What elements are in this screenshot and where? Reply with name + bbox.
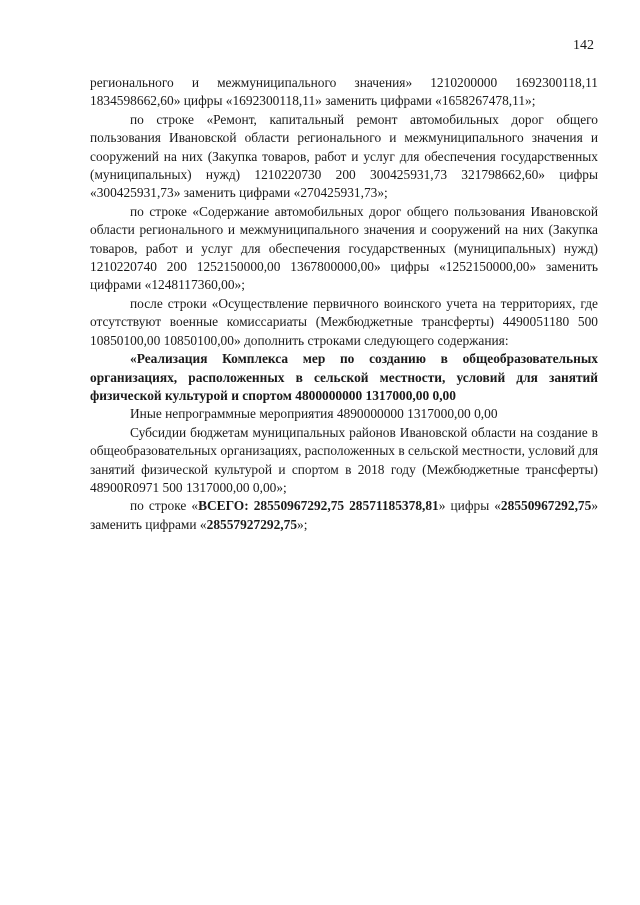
paragraph-road-repair: по строке «Ремонт, капитальный ремонт автомобильных дорог общего пользования Ивановской области регионального и межмуниципального значения и сооружений на них (Закупка товаров, работ и услуг для обеспечения государственных (муниципальных) нужд) 1210220730 200 300425931,73 321798662,60» цифры «300425931,73» заменить цифрами «270425931,73»;	[90, 111, 598, 201]
total-suffix: »;	[297, 516, 308, 532]
total-old-value: 28550967292,75	[500, 498, 592, 514]
paragraph-sports-program: «Реализация Комплекса мер по созданию в общеобразовательных организациях, расположенных в сельской местности, условий для занятий физической культурой и спортом 4800000000 1317000,00 0,00	[90, 351, 598, 403]
total-middle: » цифры «	[438, 498, 501, 514]
page-number: 142	[573, 38, 594, 53]
total-label: ВСЕГО: 28550967292,75 28571185378,81	[198, 498, 439, 514]
paragraph-continuation: регионального и межмуниципального значения» 1210200000 1692300118,11 1834598662,60» цифры «1692300118,11» заменить цифрами «1658267478,11»;	[90, 75, 598, 109]
paragraph-subsidies: Субсидии бюджетам муниципальных районов Ивановской области на создание в общеобразовательных организациях, расположенных в сельской местности, условий для занятий физической культурой и спортом в 2018 году (Межбюджетные трансферты) 48900R0971 500 1317000,00 0,00»;	[90, 424, 598, 495]
paragraph-total	[90, 497, 598, 534]
paragraph-non-program-activities: Иные непрограммные мероприятия 4890000000 1317000,00 0,00	[130, 406, 498, 422]
total-middle2: » заменить цифрами «	[90, 498, 599, 532]
paragraph-road-maintenance: по строке «Содержание автомобильных дорог общего пользования Ивановской области регионального и межмуниципального значения и сооружений на них (Закупка товаров, работ и услуг для обеспечения государственных (муниципальных) нужд) 1210220740 200 1252150000,00 1367800000,00» цифры «1252150000,00» заменить цифрами «1248117360,00»;	[90, 203, 598, 293]
total-new-value: 28557927292,75	[206, 516, 298, 532]
document-body	[90, 74, 598, 534]
paragraph-military-registration: после строки «Осуществление первичного воинского учета на территориях, где отсутствуют военные комиссариаты (Межбюджетные трансферты) 4490051180 500 10850100,00 10850100,00» дополнить строками следующего содержания:	[90, 295, 598, 348]
total-prefix: по строке «	[130, 498, 199, 514]
